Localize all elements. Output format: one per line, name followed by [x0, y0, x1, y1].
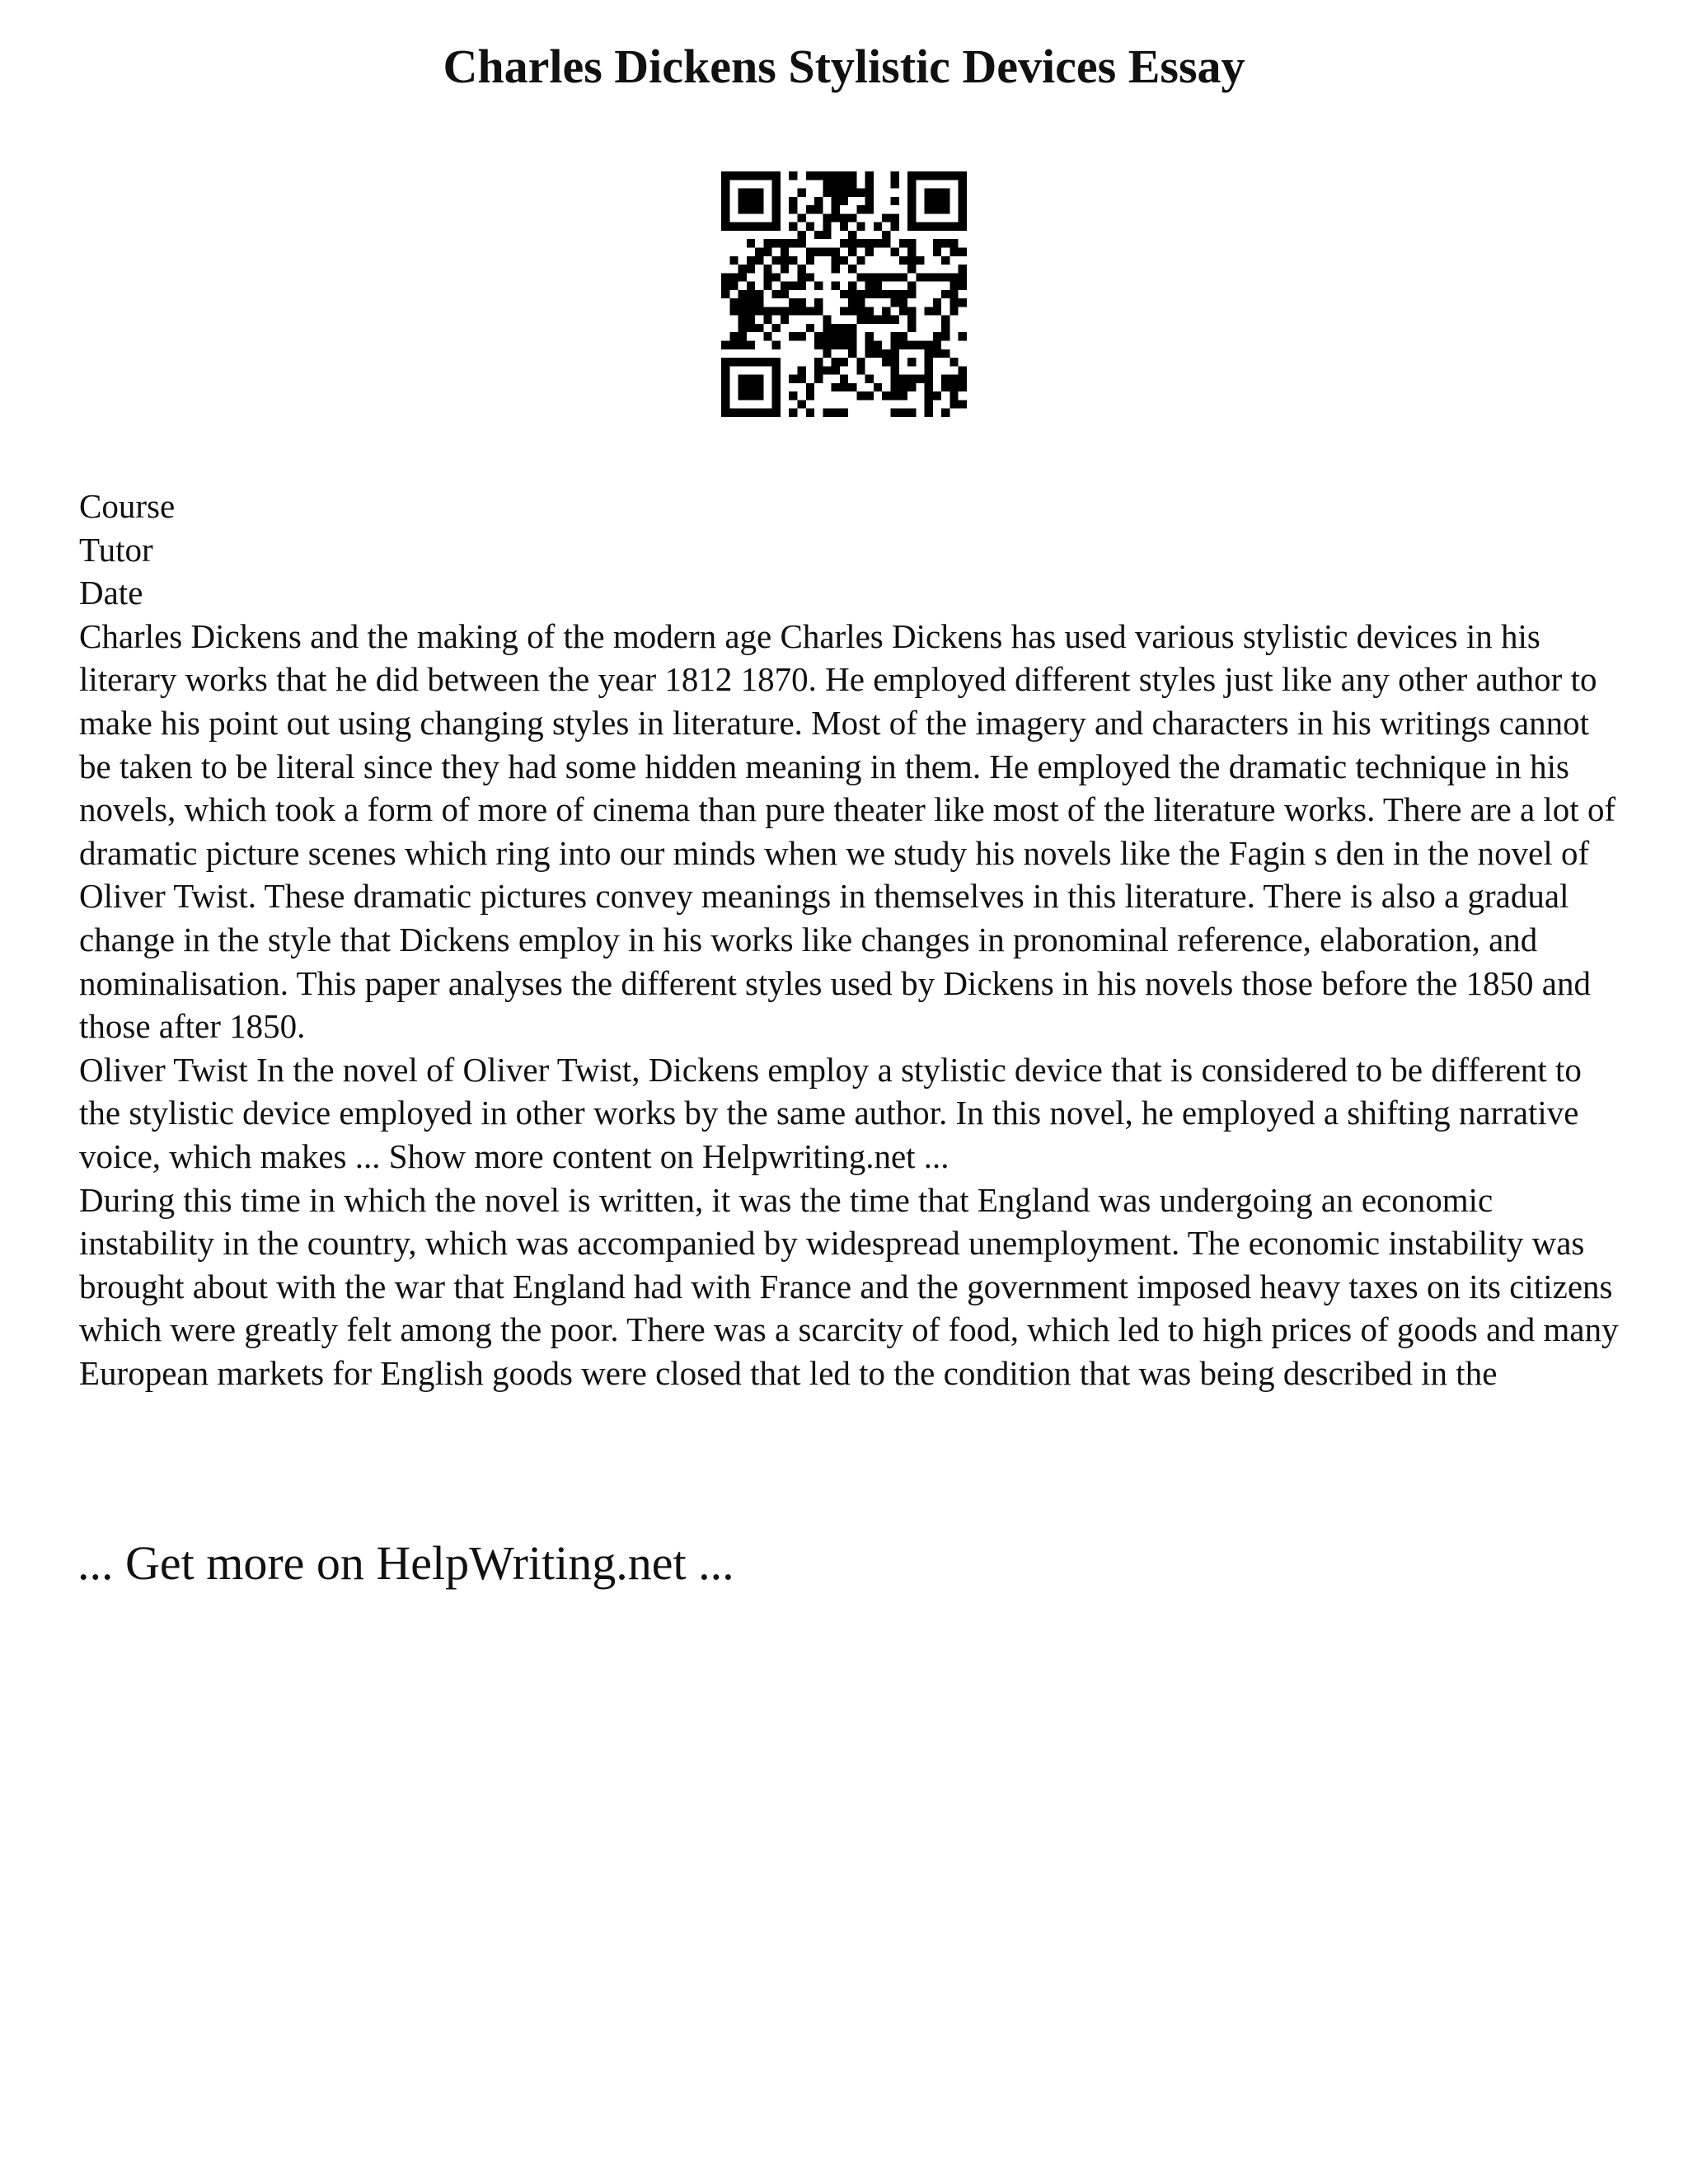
- page-title: Charles Dickens Stylistic Devices Essay: [443, 40, 1245, 93]
- tutor-label: Tutor: [79, 530, 153, 569]
- get-more-link[interactable]: ... Get more on HelpWriting.net ...: [77, 1536, 734, 1590]
- essay-paragraph-oliver-twist: Oliver Twist In the novel of Oliver Twist, Dickens employ a stylistic device that is considered to be different to the stylistic device employed in other works by the same author. In this novel, he employed a shifting narrative voice, which makes ... Show more content on Helpwriting.net ...: [79, 1050, 1582, 1175]
- date-label: Date: [79, 574, 143, 612]
- course-label: Course: [79, 487, 176, 525]
- essay-paragraph-intro: Charles Dickens and the making of the modern age Charles Dickens has used various stylistic devices in his literary works that he did between the year 1812 1870. He employed different styles just like any other author to make his point out using changing styles in literature. Most of the imagery and characters in his writings cannot be taken to be literal since they had some hidden meaning in them. He employed the dramatic technique in his novels, which took a form of more of cinema than pure theater like most of the literature works. There are a lot of dramatic picture scenes which ring into our minds when we study his novels like the Fagin s den in the novel of Oliver Twist. These dramatic pictures convey meanings in themselves in this literature. There is also a gradual change in the style that Dickens employ in his works like changes in pronominal reference, elaboration, and nominalisation. This paper analyses the different styles used by Dickens in his novels those before the 1850 and those after 1850.: [79, 616, 1616, 1046]
- essay-paragraph-context: During this time in which the novel is written, it was the time that England was undergoing an economic instability in the country, which was accompanied by widespread unemployment. The economic instability was brought about with the war that England had with France and the government imposed heavy taxes on its citizens which were greatly felt among the poor. There was a scarcity of food, which led to high prices of goods and many European markets for English goods were closed that led to the condition that was being described in the: [79, 1180, 1619, 1392]
- essay-body: [79, 485, 1629, 1394]
- qr-code-icon: [721, 171, 967, 417]
- qr-code: [721, 171, 967, 417]
